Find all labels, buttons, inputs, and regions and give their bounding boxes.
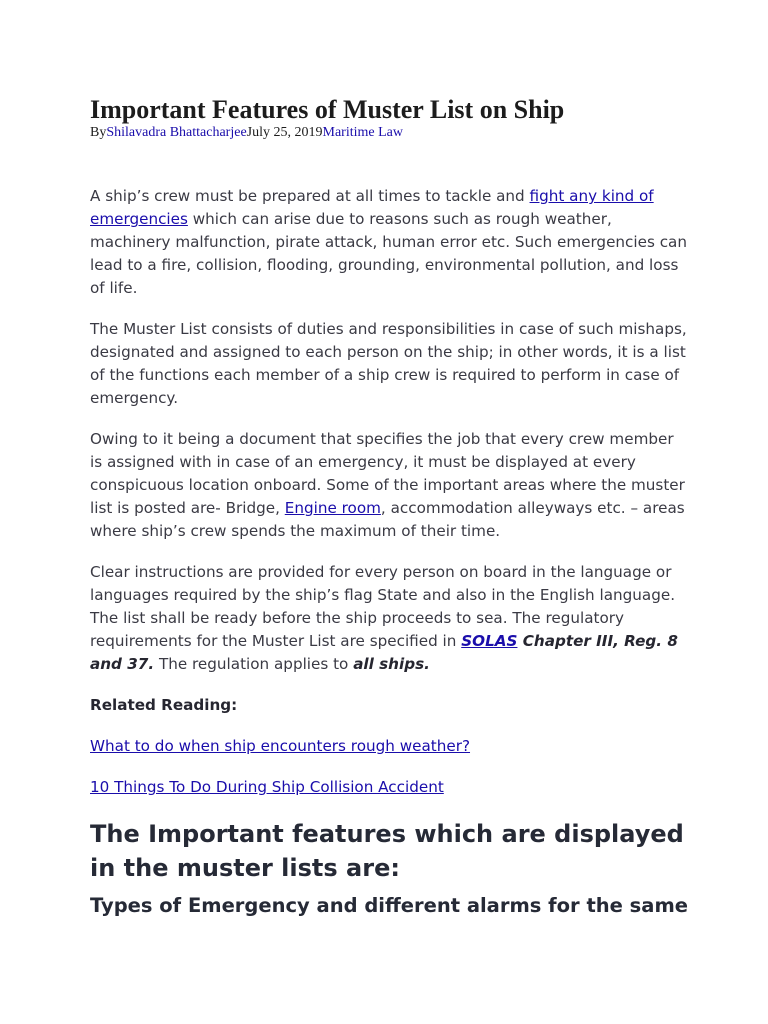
article-title: Important Features of Muster List on Ship xyxy=(90,95,565,124)
emergencies-link[interactable]: fight any kind of emergencies xyxy=(90,187,654,228)
paragraph-intro-text-1: A ship’s crew must be prepared at all times to tackle and xyxy=(90,187,530,205)
related-link-item xyxy=(90,735,690,758)
paragraph-definition: The Muster List consists of duties and responsibilities in case of such mishaps, designated and assigned to each person on the ship; in other words, it is a list of the functions each member of a ship crew is required to perform in case of emergency. xyxy=(90,320,687,407)
byline-prefix: By xyxy=(90,125,107,140)
solas-link[interactable]: SOLAS xyxy=(461,632,518,650)
article-body xyxy=(90,185,690,921)
related-link-item xyxy=(90,776,690,799)
features-heading: The Important features which are displayed in the muster lists are: xyxy=(90,820,684,882)
solas-chapter-reference: Chapter III, Reg. 8 and 37. xyxy=(90,632,678,673)
paragraph-intro-text-2: which can arise due to reasons such as rough weather, machinery malfunction, pirate attack, human error etc. Such emergencies can lead to a fire, collision, flooding, grounding, environmental pollution, and loss of life. xyxy=(90,210,687,297)
author-link[interactable]: Shilavadra Bhattacharjee xyxy=(106,125,247,140)
paragraph-locations-text-2: , accommodation alleyways etc. – areas where ship’s crew spends the maximum of their time. xyxy=(90,499,685,540)
related-link-rough-weather[interactable]: What to do when ship encounters rough weather? xyxy=(90,737,471,755)
related-link-collision[interactable]: 10 Things To Do During Ship Collision Accident xyxy=(90,778,444,796)
related-reading-heading: Related Reading: xyxy=(90,696,238,714)
paragraph-regulations xyxy=(90,561,690,676)
emergency-types-heading: Types of Emergency and different alarms for the same xyxy=(90,894,688,917)
publish-date: July 25, 2019 xyxy=(246,125,323,140)
paragraph-regulations-text-1: Clear instructions are provided for every person on board in the language or languages required by the ship’s flag State and also in the English language. The list shall be ready before the ship proceeds to sea. The regulatory requirements for the Muster List are specified in xyxy=(90,563,676,650)
engine-room-link[interactable]: Engine room xyxy=(284,499,381,517)
paragraph-regulations-text-2: The regulation applies to xyxy=(154,655,354,673)
paragraph-locations-text-1: Owing to it being a document that specifies the job that every crew member is assigned with in case of an emergency, it must be displayed at every conspicuous location onboard. Some of the important areas where the muster list is posted are- Bridge, xyxy=(90,430,685,517)
category-link[interactable]: Maritime Law xyxy=(322,125,403,140)
byline xyxy=(90,124,403,142)
paragraph-intro xyxy=(90,185,690,300)
paragraph-locations xyxy=(90,428,690,543)
all-ships-emphasis: all ships. xyxy=(353,655,430,673)
